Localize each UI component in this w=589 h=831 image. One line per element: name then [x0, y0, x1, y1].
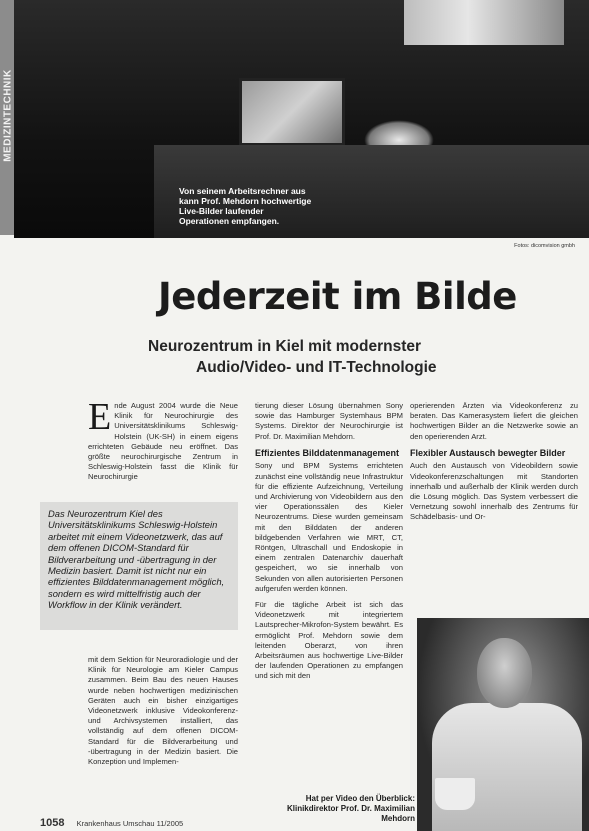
portrait-cup: [435, 778, 475, 810]
column-1-top: [88, 396, 238, 483]
page-number: 1058: [40, 817, 65, 829]
publication-name: Krankenhaus Umschau 11/2005: [76, 819, 184, 828]
portrait-caption: Hat per Video den Überblick: Klinikdirektor Prof. Dr. Maximilian Mehdorn: [286, 794, 415, 823]
portrait-head: [477, 638, 532, 708]
page-footer: [40, 817, 183, 829]
photo-caption: Von seinem Arbeitsrechner aus kann Prof. Mehdorn hochwertige Live-Bilder laufender Operationen empfangen.: [179, 186, 312, 226]
photo-workstation: [14, 0, 589, 238]
column-1-bottom: [88, 655, 238, 767]
photo-credit: Fotos: dicomvision gmbh: [514, 243, 575, 249]
pull-quote: Das Neurozentrum Kiel des Universitätsklinikums Schleswig-Holstein arbeitet mit einem Videonetzwerk, das auf dem offenen DICOM-Standard für Bildverarbeitung und -übertragung in der Medizin basiert. Damit ist nicht nur ein effizientes Bilddatenmanagement möglich, sondern es wird mittelfristig auch der Workflow in der Klinik verändert.: [40, 502, 238, 630]
column-2-para-1: tierung dieser Lösung übernahmen Sony sowie das Hamburger Systemhaus BPM Systems. Direktor der Neurochirurgie ist Prof. Dr. Maximilian Mehdorn.: [255, 401, 403, 441]
photo-monitor-desk: [239, 78, 345, 146]
photo-monitor-top: [404, 0, 564, 45]
column-3-para-2: Auch den Austausch von Videobildern sowie Videokonferenzschaltungen mit Standorten innerhalb und außerhalb der Klinik werden durch die Lösung möglich. Das System verbessert die Vernetzung sowohl innerhalb des Zentrums für Schädelbasis- und Or-: [410, 461, 578, 522]
drop-cap: E: [88, 396, 112, 438]
subtitle-line-2: Audio/Video- und IT-Technologie: [196, 359, 437, 376]
portrait-coat: [432, 703, 582, 831]
column-2-para-3: Für die tägliche Arbeit ist sich das Videonetzwerk mit integriertem Lautsprecher-Mikrofon-System bewährt. Es ermöglicht Prof. Mehdorn sowie dem leitenden Oberarzt, von ihren Arbeitsräumen aus hochwertige Live-Bilder der laufenden Operationen zu empfangen und sich mit den: [255, 599, 403, 681]
column-3-para-1: operierenden Ärzten via Videokonferenz zu beraten. Das Kamerasystem liefert die gleichen hochwertigen Bilder an die Netzwerke sowie an den operierenden Arzt.: [410, 401, 578, 441]
section-label: MEDIZINTECHNIK: [2, 69, 14, 162]
subhead-austausch: Flexibler Austausch bewegter Bilder: [410, 447, 566, 458]
column-3: [410, 401, 578, 529]
subtitle: [148, 336, 437, 378]
column-2-para-2: Sony und BPM Systems errichteten zunächst eine vollständig neue Infrastruktur für die effiziente Aufzeichnung, Verteilung und Archivierung von Videobildern aus den vier Operationssälen des Kieler Neurozentrums. Diese wurden gemeinsam mit den Bilddaten der anderen bildgebenden Verfahren wie MRT, CT, Röntgen, Ultraschall und Endoskopie in einem zentralen Datenarchiv dauerhaft gespeichert, wo sie innerhalb von Sekunden von allen autorisierten Personen aufgerufen werden können.: [255, 461, 403, 593]
column-1-bottom-text: mit dem Sektion für Neuroradiologie und der Klinik für Neurologie am Kieler Campus zusammen. Beim Bau des neuen Hauses wurde neben hochwertigen medizinischen Geräten auch ein bisher einzigartiges Videonetzwerk inklusive Videokonferenz- und Archivsystemen installiert, das vollständig auf dem offenen DICOM-Standard für die Bildverarbeitung und -übertragung in der Medizin basiert. Die Konzeption und Implemen-: [88, 655, 238, 767]
subhead-bilddaten: Effizientes Bilddatenmanagement: [255, 447, 400, 458]
intro-text: nde August 2004 wurde die Neue Klinik für Neurochirurgie des Universitätsklinikums Schleswig-Holstein (UK-SH) in einem eigens errichteten Gebäude neu eröffnet. Das größte neurochirurgische Zentrum in Schleswig-Holstein fasst die Klinik für Neurochirurgie: [88, 401, 238, 482]
column-2: [255, 401, 403, 688]
subtitle-line-1: Neurozentrum in Kiel mit modernster: [148, 338, 422, 355]
portrait-photo: [417, 618, 589, 831]
headline: Jederzeit im Bilde: [158, 275, 517, 318]
section-band: [0, 0, 14, 235]
